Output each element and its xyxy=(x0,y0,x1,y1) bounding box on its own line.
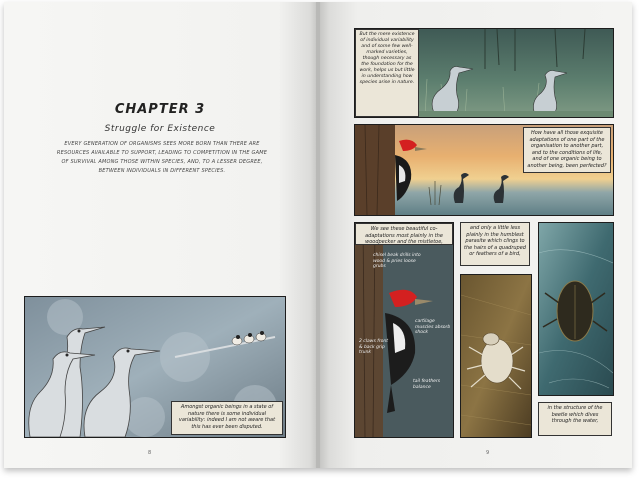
woodpecker-note-beak: chisel beak drills into wood & pries loose grubs xyxy=(373,253,421,269)
chapter-title: CHAPTER 3 xyxy=(114,102,206,117)
woodpecker-note-cartilage: cartilage muscles absorb shock xyxy=(415,319,451,335)
parasite-illustration xyxy=(461,275,531,437)
left-page xyxy=(4,2,316,468)
chapter-intro: EVERY GENERATION OF ORGANISMS SEES MORE BORN THAN THERE ARE RESOURCES AVAILABLE TO SUPPORT, LEADING TO COMPETITION IN THE GAME OF SURVIVAL AMONG THOSE WITHIN SPECIES, AND, TO A LESSER DEGREE, BETWEEN INDIVIDUALS IN DIFFERENT SPECIES. xyxy=(56,141,268,174)
heron-panel-caption: Amongst organic beings in a state of nature there is some individual variability: indeed I am not aware that this has ever been disputed. xyxy=(171,401,283,435)
sunset-panel-caption: How have all those exquisite adaptations of one part of the organisation to another part, and to the conditions of life, and of one organic being to another being, been perfected? xyxy=(523,127,611,173)
page-number-right: 9 xyxy=(486,450,490,456)
open-book xyxy=(4,2,632,468)
chapter-subtitle: Struggle for Existence xyxy=(104,124,216,134)
woodpecker-note-claws: 2 claws front & back grip trunk xyxy=(359,339,389,355)
marsh-panel-caption: But the mere existence of individual variability and of some few well-marked varieties, though necessary as the foundation for the work, helps us but little in understanding how species arise in nature. xyxy=(355,29,419,117)
beetle-illustration xyxy=(539,223,613,395)
parasite-caption: and only a little less plainly in the humblest parasite which clings to the hairs of a quadruped or feathers of a bird, xyxy=(460,222,530,266)
parasite-panel xyxy=(460,274,532,438)
beetle-caption: in the structure of the beetle which dives through the water, xyxy=(538,402,612,436)
woodpecker-panel-caption: We see these beautiful co-adaptations most plainly in the woodpecker and the mistletoe, xyxy=(355,223,453,245)
beetle-panel xyxy=(538,222,614,396)
woodpecker-note-tail: tail feathers balance xyxy=(413,379,441,390)
sunset-panel xyxy=(354,124,614,216)
marsh-panel xyxy=(354,28,614,118)
right-page xyxy=(320,2,632,468)
page-number-left: 8 xyxy=(148,450,152,456)
heron-panel xyxy=(24,296,286,438)
woodpecker-panel xyxy=(354,222,454,438)
